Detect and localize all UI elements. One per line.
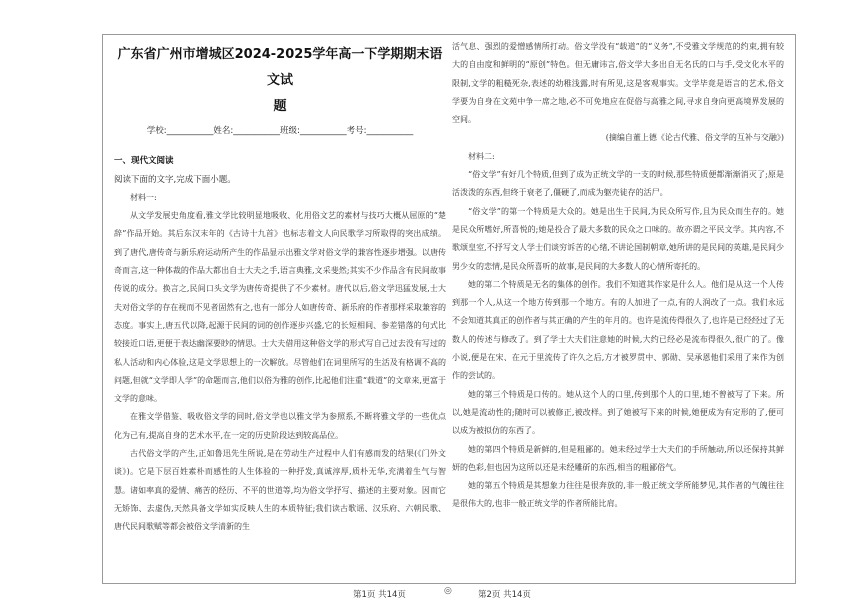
exam-title-line2: 题 (273, 99, 287, 114)
material1-label: 材料一: (130, 192, 157, 202)
right-column (452, 38, 784, 514)
section-heading: 一、现代文阅读 (114, 156, 174, 167)
paragraph: 她的第二个特质是无名的集体的创作。我们不知道其作家是什么人。他们是从这一个人传到那一个人,从这一个地方传到那一个地方。有的人加进了一点,有的人润改了一点。我们永远不会知道其真正的创作者与其正确的产生的年月的。也许是流传得很久了,也许是已经经过了无数人的传述与修改了。到了学士大夫们注意她的时候,大约已经必是流布得很久,很广的了。像小说,便是在宋、在元于里流传了许久之后,方才被罗贯中、郭勋、吴承恩他们采用了来作为创作的尝试的。 (452, 279, 784, 381)
paragraph: “俗文学”的第一个特质是大众的。她是出生于民间,为民众所写作,且为民众而生存的。她是民众所嗜好,所喜悦的;她是投合了最大多数的民众之口味的。故亦谓之平民文学。其内容,不歌颂皇室,不抒写文人学士们谈穷诉苦的心绪,不讲论国制朝章,她所讲的是民间的英雄,是民间少男少女的恋情,是民众所喜听的故事,是民间的大多数人的心情所寄托的。 (452, 206, 784, 271)
binding-mark-icon: ◎ (444, 586, 452, 596)
source-citation: (摘编自董上德《论古代雅、俗文学的互补与交融》) (605, 133, 784, 143)
paragraph: 她的第四个特质是新鲜的,但是粗鄙的。她未经过学士大夫们的手所触动,所以还保持其鲜妍的色彩,但也因为这所以还是未经雕斫的东西,相当的粗鄙俗气。 (452, 444, 784, 472)
paragraph: “俗文学”有好几个特质,但到了成为正统文学的一支的时候,那些特质便都渐渐消灭了;原是活泼泼的东西,但终于衰老了,僵硬了,而成为躯壳徒存的活尸。 (452, 170, 784, 198)
material2-label: 材料二: (468, 151, 495, 161)
exam-title (114, 42, 446, 120)
page-number-left: 第1页 共14页 (353, 590, 406, 600)
paragraph: 在雅文学借鉴、吸收俗文学的同时,俗文学也以雅文学为参照系,不断将雅文学的一些优点化为己有,提高自身的艺术水平,在一定的历史阶段达到较高品位。 (114, 412, 446, 440)
instruction-text: 阅读下面的文字,完成下面小题。 (114, 174, 236, 185)
page-number-right: 第2页 共14页 (478, 590, 531, 600)
left-column (114, 38, 446, 537)
paragraph: 她的第五个特质是其想象力往往是很奔放的,非一般正统文学所能梦见,其作者的气魄往往是很伟大的,也非一般正统文学的作者所能比肩。 (452, 481, 784, 509)
paragraph: 她的第三个特质是口传的。她从这个人的口里,传到那个人的口里,她不曾被写了下来。所以,她是流动性的;随时可以被修正,被改样。到了她被写下来的时候,她便成为有定形的了,便可以成为被拟仿的东西了。 (452, 389, 784, 436)
exam-title-line1: 广东省广州市增城区2024-2025学年高一下学期期末语文试 (117, 47, 443, 88)
paragraph: 古代俗文学的产生,正如鲁迅先生所说,是在劳动生产过程中人们有感而发的结果(《门外文谈》)。它是下层百姓素朴而感性的人生体验的一种抒发,真诚淳厚,质朴无华,充满着生气与智慧。诸如率真的爱情、痛苦的经历、不平的世道等,均为俗文学抒写、描述的主要对象。因而它无矫饰、去虚伪,天然具备文学如实反映人生的本质特征;我们读古歌谣、汉乐府、六朝民歌、唐代民间歌赋等都会被俗文学清新的生 (114, 449, 446, 532)
student-info-fields: 学校:___________姓名:___________班级:___________考号:___________ (146, 126, 414, 136)
paragraph: 从文学发展史角度看,雅文学比较明显地吸收、化用俗文艺的素材与技巧大概从屈原的“楚辞”作品开始。其后东汉末年的《古诗十九首》也标志着文人向民歌学习所取得的突出成绩。到了唐代,唐传奇与新乐府运动所产生的作品显示出雅文学对俗文学的兼容性逐步增强。以唐传奇而言,这一种体裁的作品大都出自士大夫之手,语言典雅,文采斐然;其实不少作品含有民间故事传说的成分。换言之,民间口头文学为唐传奇提供了不少素材。唐代以后,俗文学迅猛发展,士大夫对俗文学的存在视而不见者固然有之,也有一部分人如唐传奇、新乐府的作者那样采取兼容的态度。事实上,唐五代以降,起源于民间的词的创作逐步兴盛,它的长短相间、参差错落的句式比较接近口语,更便于表达幽深要眇的情思。士大夫借用这种俗文学的形式写自己过去没有写过的私人活动和内心体验,这是文学思想上的一次解放。尽管他们在词里所写的生活及有格调不高的问题,但就“文学即人学”的命题而言,他们以俗为雅的创作,比起他们注重“载道”的文章来,更富于文学的意味。 (114, 211, 446, 404)
paragraph: 活气息、强烈的爱憎感情所打动。俗文学没有“载道”的“义务”,不受雅文学规范的约束,拥有较大的自由度和鲜明的“原创”特色。但无庸讳言,俗文学大多出自无名氏的口与手,受文化水平的限制,文学的粗糙死杂,表述的幼稚浅露,时有所见,这是客观事实。文学毕竟是语言的艺术,俗文学要为自身在文苑中争一席之地,必不可免地应在促俗与高雅之间,寻求自身向更高境界发展的空间。 (452, 42, 784, 125)
